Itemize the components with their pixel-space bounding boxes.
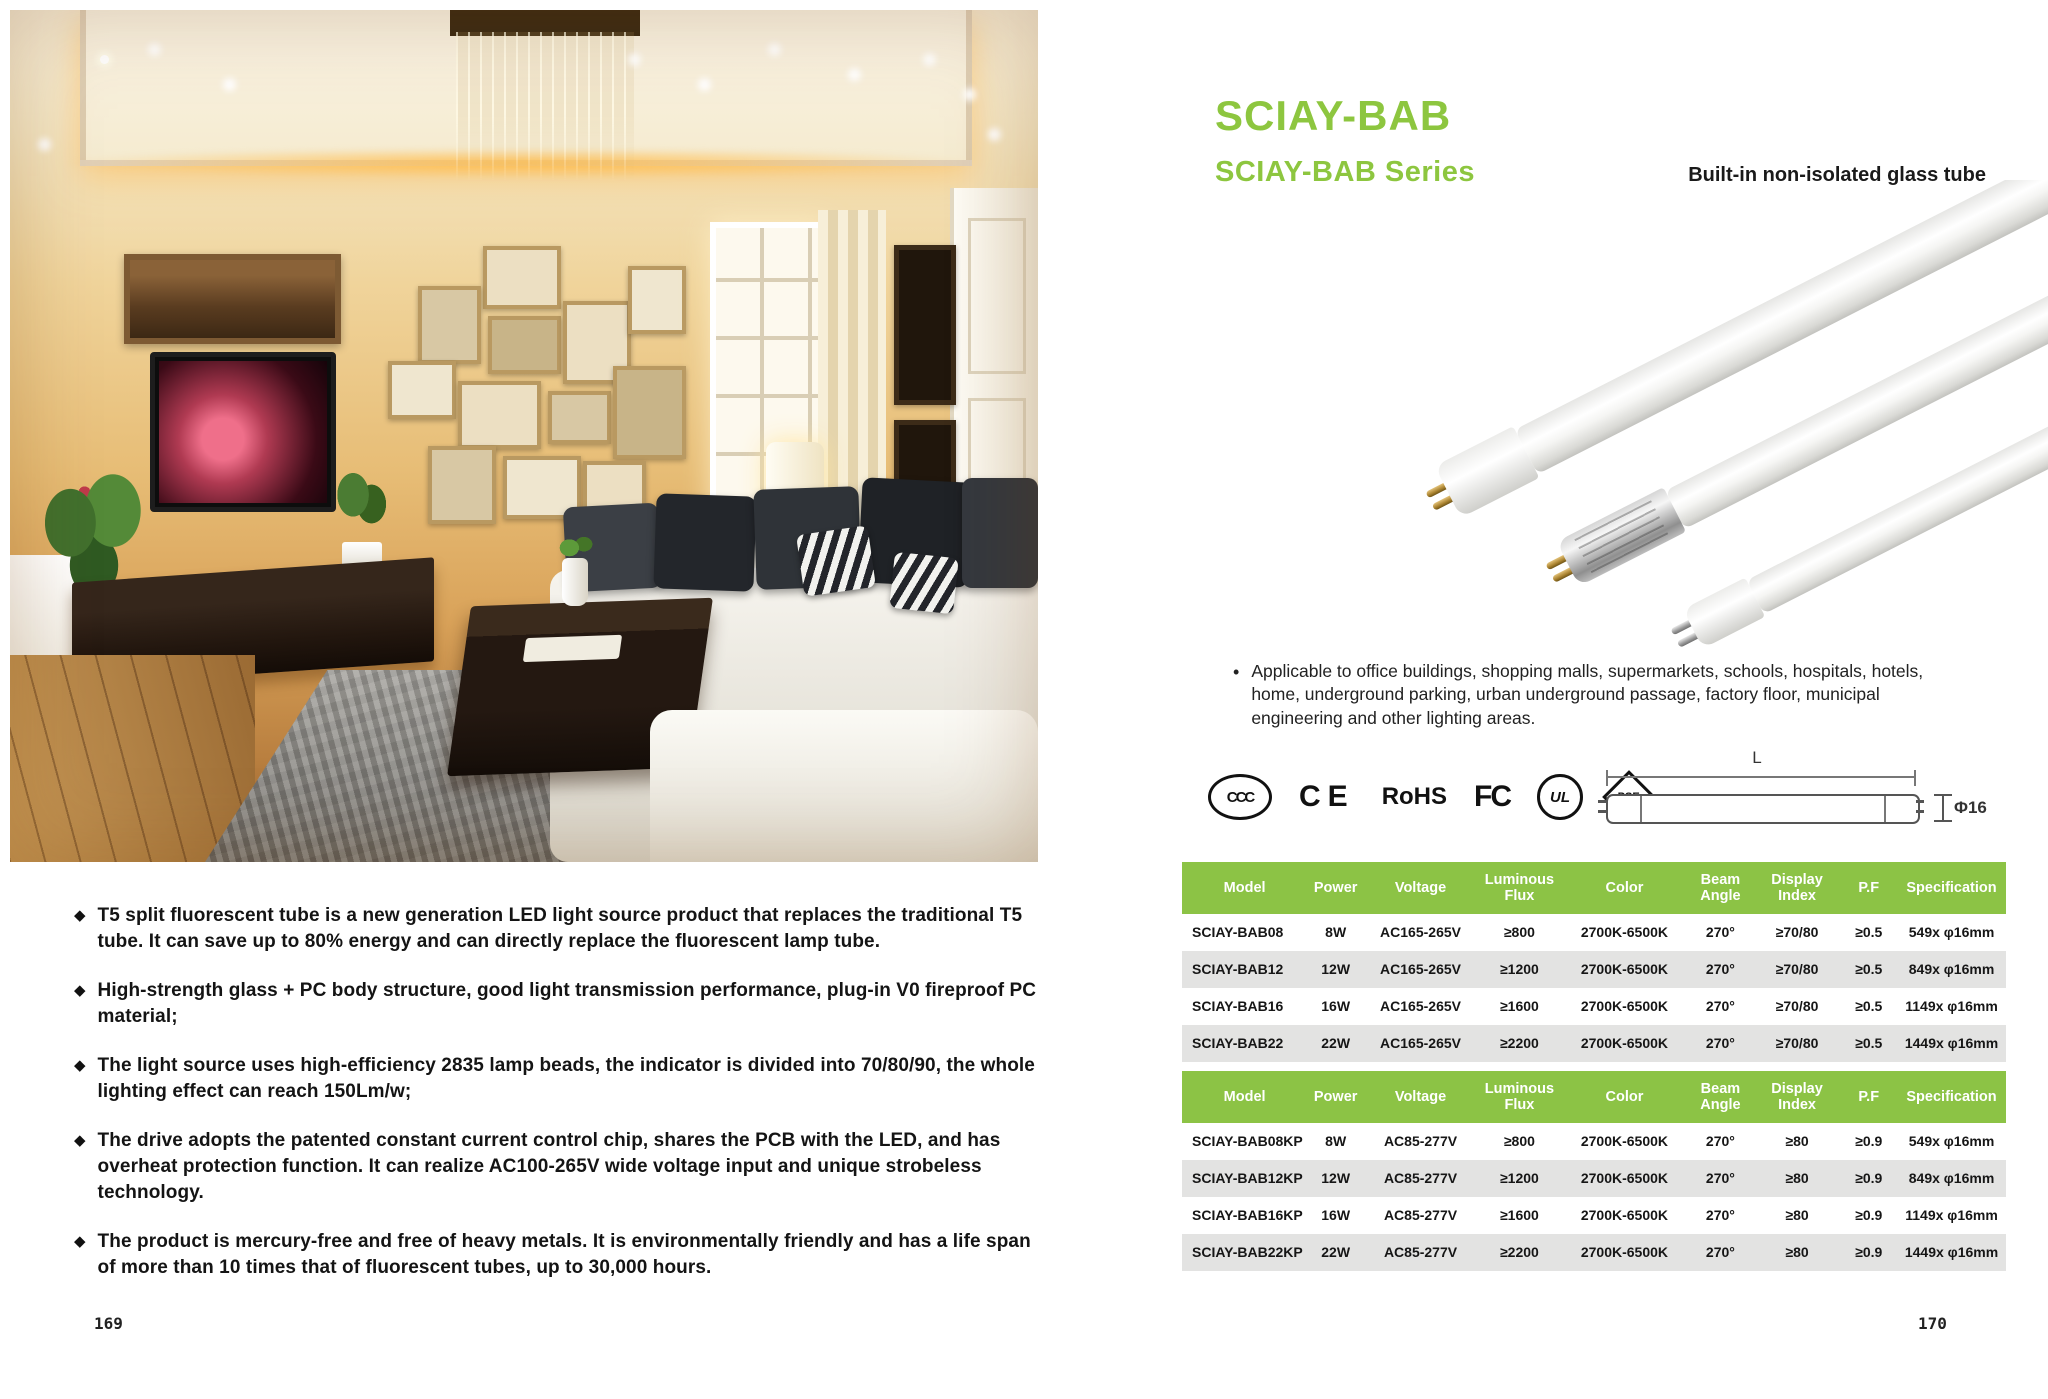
model-cell: SCIAY-BAB22KP [1192,1243,1303,1260]
column-header: Color [1605,879,1644,896]
ceiling-spotlights [100,55,109,64]
spec-table-kp [1182,1071,2006,1271]
value-cell: 2700K-6500K [1580,1034,1669,1051]
value-cell: ≥70/80 [1775,923,1819,940]
value-cell: ≥1600 [1499,997,1539,1014]
tube-end-cap-silver [1556,487,1686,586]
application-note [1233,660,1949,730]
table-row [1182,1025,2006,1062]
value-cell: 16W [1321,1206,1351,1223]
column-header: Luminous Flux [1484,871,1555,904]
value-cell: ≥80 [1785,1206,1809,1223]
sofa-cushion [962,478,1038,588]
sofa-chaise [650,710,1038,862]
value-cell: 1149x φ16mm [1905,1206,1998,1223]
value-cell: 2700K-6500K [1580,1132,1669,1149]
value-cell: 2700K-6500K [1580,1243,1669,1260]
wood-floor [10,655,255,862]
product-subtitle: Built-in non-isolated glass tube [1688,164,1986,186]
diamond-bullet-icon: ◆ [74,907,86,924]
picture-frame [613,366,686,459]
value-cell: 22W [1321,1243,1351,1260]
spec-table-header [1182,862,2006,914]
value-cell: AC165-265V [1380,960,1461,977]
diameter-label: Φ16 [1954,798,1987,817]
value-cell: 270° [1705,923,1735,940]
model-cell: SCIAY-BAB08 [1192,923,1284,940]
sofa-cushion [653,493,756,591]
column-header: Power [1313,1088,1358,1105]
value-cell: ≥70/80 [1775,997,1819,1014]
value-cell: ≥0.9 [1855,1132,1883,1149]
feature-item [74,1229,1052,1281]
value-cell: 270° [1705,1034,1735,1051]
feature-item [74,903,1052,955]
wall-artwork [124,254,341,344]
ccc-logo-icon: CCC [1208,774,1272,820]
diamond-bullet-icon: ◆ [74,1132,86,1150]
feature-item [74,978,1052,1030]
model-cell: SCIAY-BAB08KP [1192,1132,1303,1149]
model-cell: SCIAY-BAB22 [1192,1034,1284,1051]
column-header: Specification [1906,1088,1997,1105]
value-cell: ≥70/80 [1775,960,1819,977]
model-cell: SCIAY-BAB16KP [1192,1206,1303,1223]
value-cell: 270° [1705,997,1735,1014]
living-room-photo [10,10,1038,862]
column-header: Beam Angle [1700,1080,1741,1113]
column-header: Display Index [1771,1080,1823,1113]
value-cell: 12W [1321,1169,1351,1186]
value-cell: ≥80 [1785,1169,1809,1186]
value-cell: AC85-277V [1383,1132,1458,1149]
diamond-bullet-icon: ◆ [74,1233,86,1251]
value-cell: 2700K-6500K [1580,1206,1669,1223]
value-cell: ≥0.5 [1855,997,1883,1014]
picture-frame [483,246,561,309]
value-cell: 2700K-6500K [1580,997,1669,1014]
picture-frame [488,316,561,374]
ul-logo-icon: UL [1537,774,1583,820]
column-header: Specification [1906,879,1997,896]
value-cell: ≥1200 [1499,1169,1539,1186]
value-cell: 2700K-6500K [1580,960,1669,977]
value-cell: ≥2200 [1499,1034,1539,1051]
fcc-logo-icon: FC [1474,780,1511,813]
ce-logo-icon: CE [1299,780,1355,813]
column-header: Voltage [1394,879,1447,896]
column-header: Display Index [1771,871,1823,904]
value-cell: 8W [1325,1132,1347,1149]
table-row [1182,1197,2006,1234]
dot-bullet-icon: • [1233,662,1240,682]
value-cell: 849x φ16mm [1908,960,1995,977]
tube-outline [1606,794,1920,824]
value-cell: 549x φ16mm [1908,1132,1995,1149]
table-row [1182,951,2006,988]
value-cell: 270° [1705,960,1735,977]
table-tray [523,635,622,662]
tube-pin-mark [1916,800,1924,803]
value-cell: 549x φ16mm [1908,923,1995,940]
door-panel [968,218,1026,374]
series-title: SCIAY-BAB Series [1215,156,1475,188]
value-cell: 1149x φ16mm [1905,997,1998,1014]
rohs-logo-icon: RoHS [1381,783,1448,810]
value-cell: ≥0.9 [1855,1206,1883,1223]
value-cell: 2700K-6500K [1580,923,1669,940]
value-cell: ≥0.9 [1855,1243,1883,1260]
length-dimension-line [1606,776,1916,778]
value-cell: ≥80 [1785,1132,1809,1149]
value-cell: ≥0.5 [1855,923,1883,940]
value-cell: AC85-277V [1383,1243,1458,1260]
table-row [1182,914,2006,951]
television [150,352,336,512]
crystal-chandelier [456,32,634,182]
value-cell: 849x φ16mm [1908,1169,1995,1186]
feature-text: High-strength glass + PC body structure, good light transmission performance, plug-in V0 fireproof PC material; [97,980,1037,1028]
value-cell: ≥0.5 [1855,960,1883,977]
feature-item [74,1128,1052,1206]
column-header: Power [1313,879,1358,896]
dimension-diagram [1598,748,2043,844]
tv-screen [159,361,327,503]
value-cell: ≥1600 [1499,1206,1539,1223]
value-cell: 270° [1705,1132,1735,1149]
table-row [1182,988,2006,1025]
column-header: Model [1223,1088,1266,1105]
value-cell: AC165-265V [1380,923,1461,940]
feature-text: The drive adopts the patented constant current control chip, shares the PCB with the LED, and has overheat protection function. It can realize AC100-265V wide voltage input and unique strobeless technology. [97,1130,1001,1204]
length-label: L [1752,748,1762,767]
value-cell: 16W [1321,997,1351,1014]
picture-frame [628,266,686,334]
value-cell: AC165-265V [1380,1034,1461,1051]
value-cell: 22W [1321,1034,1351,1051]
column-header: Voltage [1394,1088,1447,1105]
value-cell: 270° [1705,1243,1735,1260]
picture-frame [388,361,456,419]
tube-pin-mark [1598,800,1606,803]
table-row [1182,1160,2006,1197]
application-text: Applicable to office buildings, shopping malls, supermarkets, schools, hospitals, hotels, home, underground parking, urban underground passage, factory floor, municipal engineering and other lighting areas. [1251,661,1924,728]
striped-pillow [889,552,959,614]
table-row [1182,1234,2006,1271]
feature-text: The light source uses high-efficiency 2835 lamp beads, the indicator is divided into 70/80/90, the whole lighting effect can reach 150Lm/w; [97,1055,1035,1103]
value-cell: 270° [1705,1169,1735,1186]
value-cell: 270° [1705,1206,1735,1223]
spec-table-standard [1182,862,2006,1062]
feature-list [74,903,1052,1281]
led-tubes-photo [1400,180,2048,658]
value-cell: AC165-265V [1380,997,1461,1014]
small-plant [328,458,394,550]
table-row [1182,1123,2006,1160]
value-cell: ≥1200 [1499,960,1539,977]
page-number-left: 169 [94,1314,123,1333]
white-vase [562,558,588,606]
value-cell: AC85-277V [1383,1169,1458,1186]
picture-frame [548,391,611,444]
value-cell: ≥0.5 [1855,1034,1883,1051]
value-cell: 8W [1325,923,1347,940]
value-cell: 1449x φ16mm [1904,1034,1999,1051]
column-header: Beam Angle [1700,871,1741,904]
model-cell: SCIAY-BAB16 [1192,997,1284,1014]
picture-frame [418,286,481,364]
model-cell: SCIAY-BAB12KP [1192,1169,1303,1186]
tube-pin-mark [1916,810,1924,813]
certification-row [1208,770,1648,824]
value-cell: 1449x φ16mm [1904,1243,1999,1260]
value-cell: ≥0.9 [1855,1169,1883,1186]
column-header: P.F [1858,1088,1880,1105]
picture-frame [894,245,956,405]
feature-item [74,1053,1052,1105]
value-cell: ≥80 [1785,1243,1809,1260]
value-cell: ≥70/80 [1775,1034,1819,1051]
diamond-bullet-icon: ◆ [74,1057,86,1075]
value-cell: ≥800 [1503,923,1535,940]
picture-frame [458,381,541,449]
tube-pin-mark [1598,810,1606,813]
column-header: Luminous Flux [1484,1080,1555,1113]
striped-pillow [796,525,876,596]
product-title: SCIAY-BAB [1215,92,1452,139]
column-header: P.F [1858,879,1880,896]
value-cell: 12W [1321,960,1351,977]
diamond-bullet-icon: ◆ [74,982,86,1000]
picture-frame [428,446,496,524]
column-header: Color [1605,1088,1644,1105]
value-cell: ≥2200 [1499,1243,1539,1260]
value-cell: AC85-277V [1383,1206,1458,1223]
column-header: Model [1223,879,1266,896]
diameter-dimension-line [1942,794,1944,822]
page-number-right: 170 [1918,1314,1947,1333]
spec-table-header [1182,1071,2006,1123]
value-cell: 2700K-6500K [1580,1169,1669,1186]
feature-text: T5 split fluorescent tube is a new generation LED light source product that replaces the traditional T5 tube. It can save up to 80% energy and can directly replace the fluorescent lamp tube. [97,905,1023,953]
feature-text: The product is mercury-free and free of heavy metals. It is environmentally friendly and has a life span of more than 10 times that of fluorescent tubes, up to 30,000 hours. [97,1231,1031,1279]
model-cell: SCIAY-BAB12 [1192,960,1284,977]
value-cell: ≥800 [1503,1132,1535,1149]
